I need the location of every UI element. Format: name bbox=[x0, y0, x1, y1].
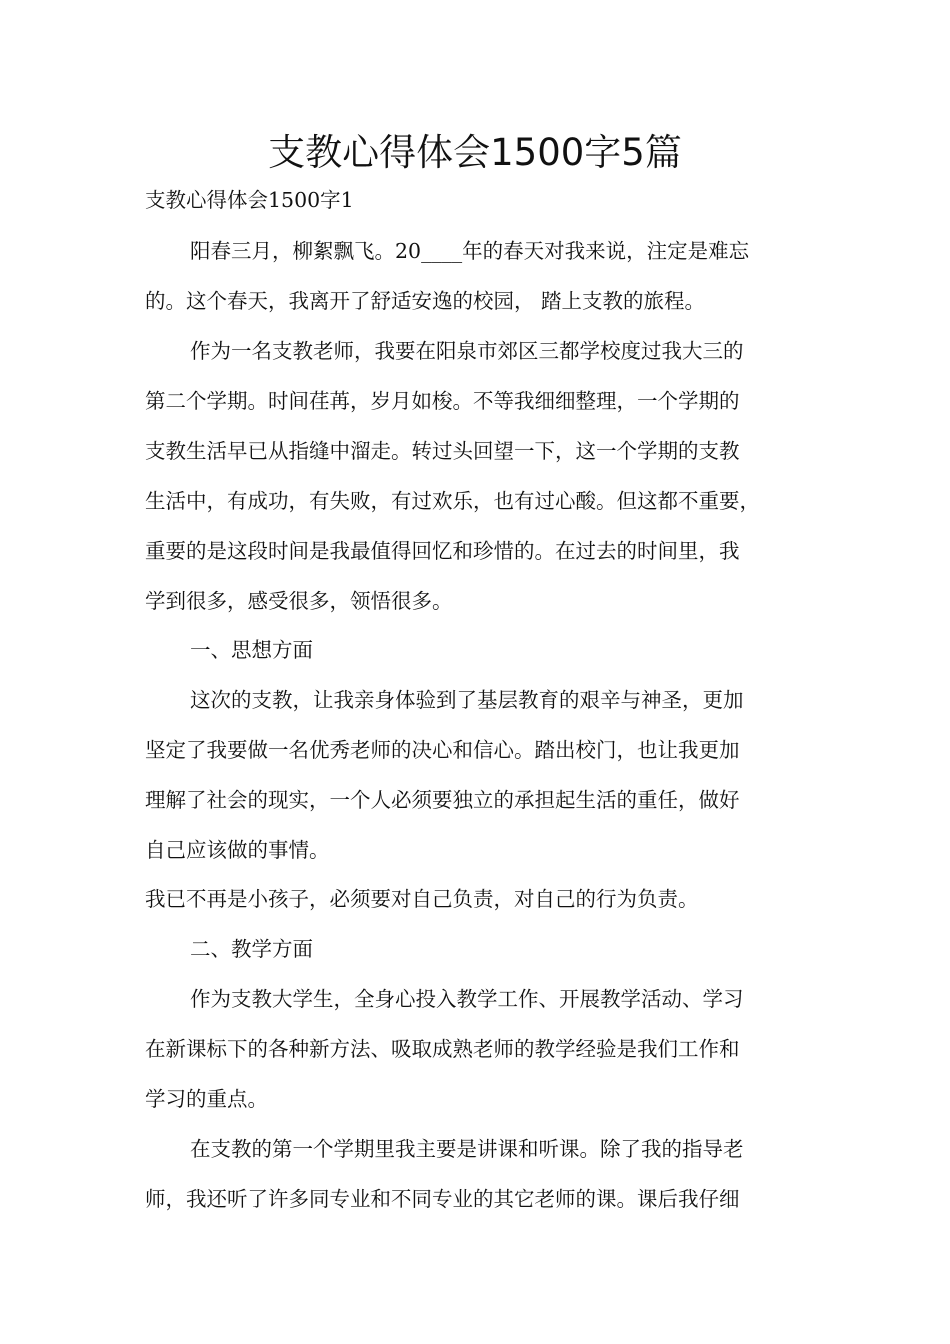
paragraph-line: 生活中，有成功，有失败，有过欢乐，也有过心酸。但这都不重要， bbox=[145, 489, 760, 513]
paragraph-line: 这次的支教，让我亲身体验到了基层教育的艰辛与神圣，更加 bbox=[190, 688, 744, 712]
document-title: 支教心得体会1500字5篇 bbox=[268, 131, 682, 174]
paragraph-line: 的。这个春天，我离开了舒适安逸的校园， 踏上支教的旅程。 bbox=[145, 289, 706, 313]
paragraph-line: 作为支教大学生，全身心投入教学工作、开展教学活动、学习 bbox=[190, 987, 744, 1011]
paragraph-line: 自己应该做的事情。 bbox=[145, 838, 330, 862]
paragraph-line: 师，我还听了许多同专业和不同专业的其它老师的课。课后我仔细 bbox=[145, 1187, 740, 1211]
paragraph-line: 学习的重点。 bbox=[145, 1087, 268, 1111]
section-heading: 二、教学方面 bbox=[190, 937, 313, 961]
paragraph-line: 作为一名支教老师，我要在阳泉市郊区三都学校度过我大三的 bbox=[190, 339, 744, 363]
paragraph-line: 理解了社会的现实，一个人必须要独立的承担起生活的重任，做好 bbox=[145, 788, 740, 812]
paragraph-line: 支教生活早已从指缝中溜走。转过头回望一下，这一个学期的支教 bbox=[145, 439, 740, 463]
paragraph-line: 阳春三月，柳絮飘飞。20____年的春天对我来说，注定是难忘 bbox=[190, 239, 750, 263]
paragraph-line: 我已不再是小孩子，必须要对自己负责，对自己的行为负责。 bbox=[145, 887, 699, 911]
paragraph-line: 在支教的第一个学期里我主要是讲课和听课。除了我的指导老 bbox=[190, 1137, 744, 1161]
paragraph-line: 学到很多，感受很多，领悟很多。 bbox=[145, 589, 453, 613]
paragraph-line: 重要的是这段时间是我最值得回忆和珍惜的。在过去的时间里，我 bbox=[145, 539, 740, 563]
section-heading: 支教心得体会1500字1 bbox=[145, 188, 354, 212]
section-heading: 一、思想方面 bbox=[190, 638, 313, 662]
paragraph-line: 第二个学期。时间荏苒，岁月如梭。不等我细细整理，一个学期的 bbox=[145, 389, 740, 413]
paragraph-line: 坚定了我要做一名优秀老师的决心和信心。踏出校门，也让我更加 bbox=[145, 738, 740, 762]
paragraph-line: 在新课标下的各种新方法、吸取成熟老师的教学经验是我们工作和 bbox=[145, 1037, 740, 1061]
